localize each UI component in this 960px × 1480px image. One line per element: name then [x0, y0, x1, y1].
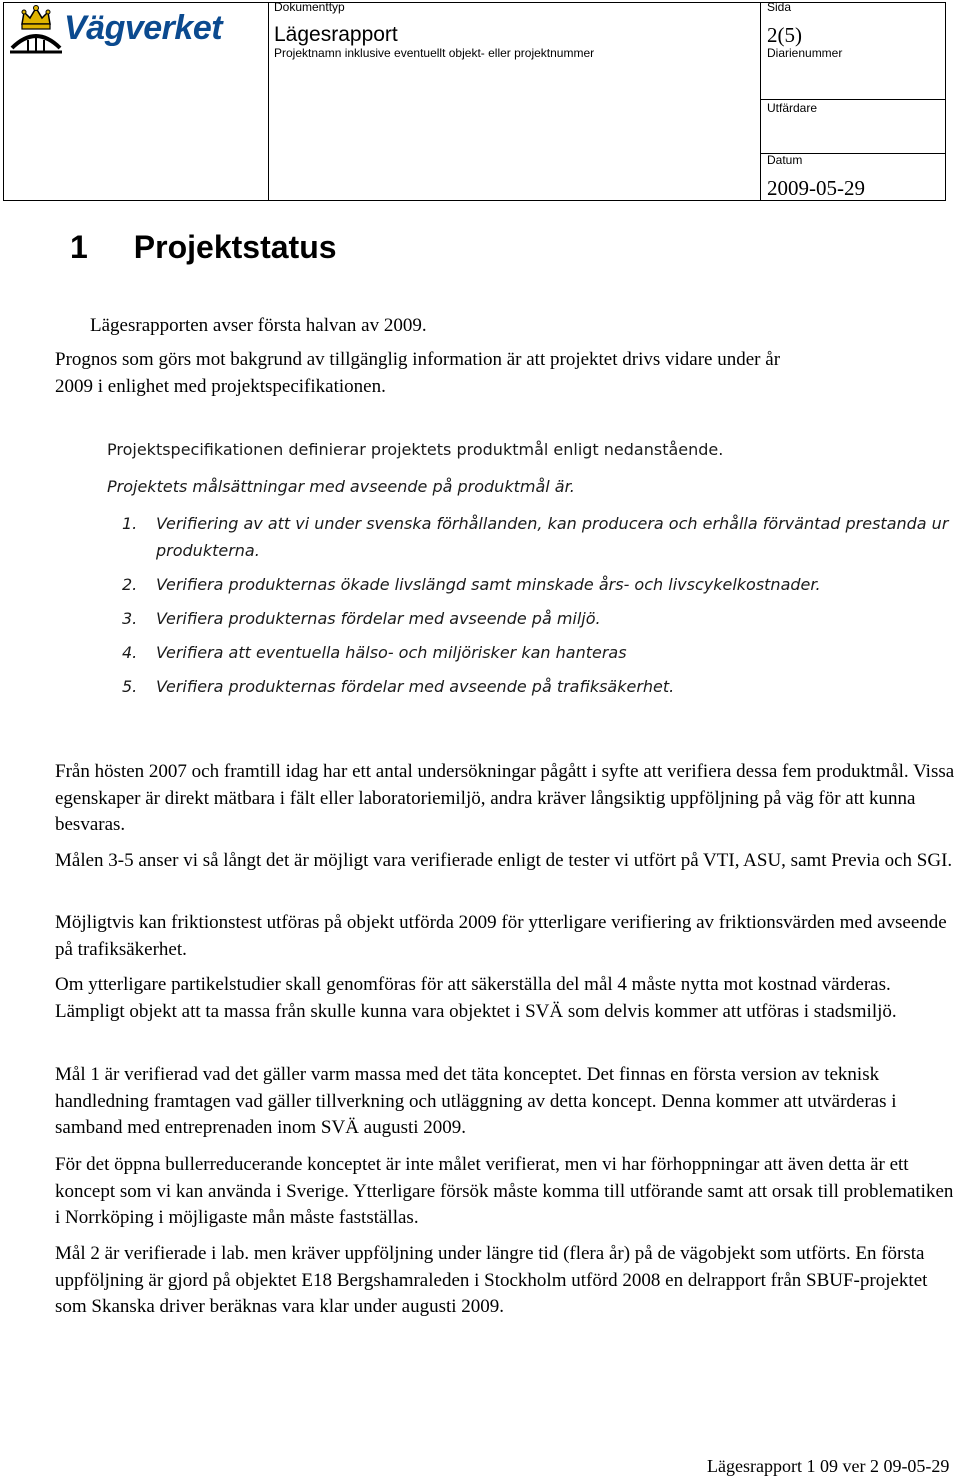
body-paragraph-4: Om ytterligare partikelstudier skall genomföras för att säkerställa del mål 4 måste nytta mot kostnad värderas. Lämpligt objekt att ta massa från skulle kunna vara objektet i SVÄ som delvis kommer att utföras i stadsmiljö. — [55, 974, 897, 1022]
intro-paragraph-3: Projektspecifikationen definierar projektets produktmål enligt nedanstående. — [107, 440, 724, 459]
section-heading — [70, 228, 337, 266]
doctype-value: Lägesrapport — [274, 23, 398, 46]
goal-number: 5. — [122, 677, 138, 696]
intro-paragraph-1: Lägesrapporten avser första halvan av 2009. — [90, 315, 427, 336]
goal-text: Verifiera produkternas fördelar med avseende på miljö. — [156, 609, 601, 628]
header-divider-left — [268, 2, 269, 201]
goal-text: Verifiera att eventuella hälso- och miljörisker kan hanteras — [156, 643, 627, 662]
body-paragraph-1: Från hösten 2007 och framtill idag har ett antal undersökningar pågått i syfte att verifiera dessa fem produktmål. Vissa egenskaper är direkt mätbara i fält eller laboratoriemiljö, andra kräver långsiktig uppföljning på väg för att kunna besvaras. — [55, 761, 955, 835]
goal-number: 4. — [122, 643, 138, 662]
goal-number: 1. — [122, 514, 138, 533]
goals-list — [122, 510, 952, 707]
intro-paragraph-4: Projektets målsättningar med avseende på produktmål är. — [107, 477, 575, 496]
body-paragraph-5: Mål 1 är verifierad vad det gäller varm massa med det täta konceptet. Det finnas en första version av teknisk handledning framtagen vad gäller tillverkning och utläggning av detta koncept. Denna kommer att utvärderas i samband med entreprenaden inom SVÄ augusti 2009. — [55, 1064, 897, 1138]
body-paragraph-3: Möjligtvis kan friktionstest utföras på objekt utförda 2009 för ytterligare verifiering av friktionsvärden med avseende på trafiksäkerhet. — [55, 912, 947, 960]
vagverket-logo — [8, 4, 263, 60]
list-item — [122, 510, 952, 564]
diarienummer-label: Diarienummer — [767, 46, 843, 60]
goal-number: 2. — [122, 575, 138, 594]
datum-label: Datum — [767, 153, 803, 167]
header-divider-right — [760, 2, 761, 201]
goal-text: Verifiera produkternas fördelar med avseende på trafiksäkerhet. — [156, 677, 675, 696]
section-number: 1 — [70, 229, 88, 265]
list-item — [122, 673, 952, 700]
page-label: Sida — [767, 0, 792, 14]
logo-wordmark: Vägverket — [64, 9, 223, 47]
body-paragraph-7: Mål 2 är verifierade i lab. men kräver uppföljning under längre tid (flera år) på de vägobjekt som utförts. En första uppföljning är gjord på objektet E18 Bergshamraleden i Stockholm utförd 2008 en delrapport från SBUF-projektet som Skanska driver beräknas vara klar under augusti 2009. — [55, 1243, 928, 1317]
goal-text: Verifiering av att vi under svenska förhållanden, kan producera och erhålla förväntad prestanda ur produkterna. — [156, 514, 949, 560]
goal-text: Verifiera produkternas ökade livslängd samt minskade års- och livscykelkostnader. — [156, 575, 821, 594]
utfardare-label: Utfärdare — [767, 101, 818, 115]
body-paragraph-2: Målen 3-5 anser vi så långt det är möjligt vara verifierade enligt de tester vi utfört på VTI, ASU, samt Previa och SGI. — [55, 850, 953, 871]
section-title: Projektstatus — [133, 229, 337, 265]
footer-text: Lägesrapport 1 09 ver 2 09-05-29 — [707, 1456, 950, 1476]
datum-value: 2009-05-29 — [767, 176, 865, 200]
list-item — [122, 571, 952, 598]
intro-paragraph-2-line-2: 2009 i enlighet med projektspecifikationen. — [55, 376, 386, 397]
doctype-label: Dokumenttyp — [274, 0, 345, 14]
intro-paragraph-2-line-1: Prognos som görs mot bakgrund av tillgänglig information är att projektet drivs vidare under år — [55, 349, 781, 370]
crown-emblem-icon — [8, 4, 64, 56]
list-item — [122, 639, 952, 666]
goal-number: 3. — [122, 609, 138, 628]
intro-paragraph-2 — [55, 346, 955, 400]
header-rule-1 — [760, 99, 946, 100]
page-title — [70, 228, 337, 266]
body-paragraph-6: För det öppna bullerreducerande konceptet är inte målet verifierat, men vi har förhoppningar att även detta är ett koncept som vi kan använda i Sverige. Ytterligare försök måste komma till utförande samt att orsak till problematiken i Norrköping i möjligaste mån måste fastställas. — [55, 1154, 954, 1228]
page-number: 2(5) — [767, 23, 802, 47]
project-name-label: Projektnamn inklusive eventuellt objekt- eller projektnummer — [274, 46, 595, 60]
list-item — [122, 605, 952, 632]
